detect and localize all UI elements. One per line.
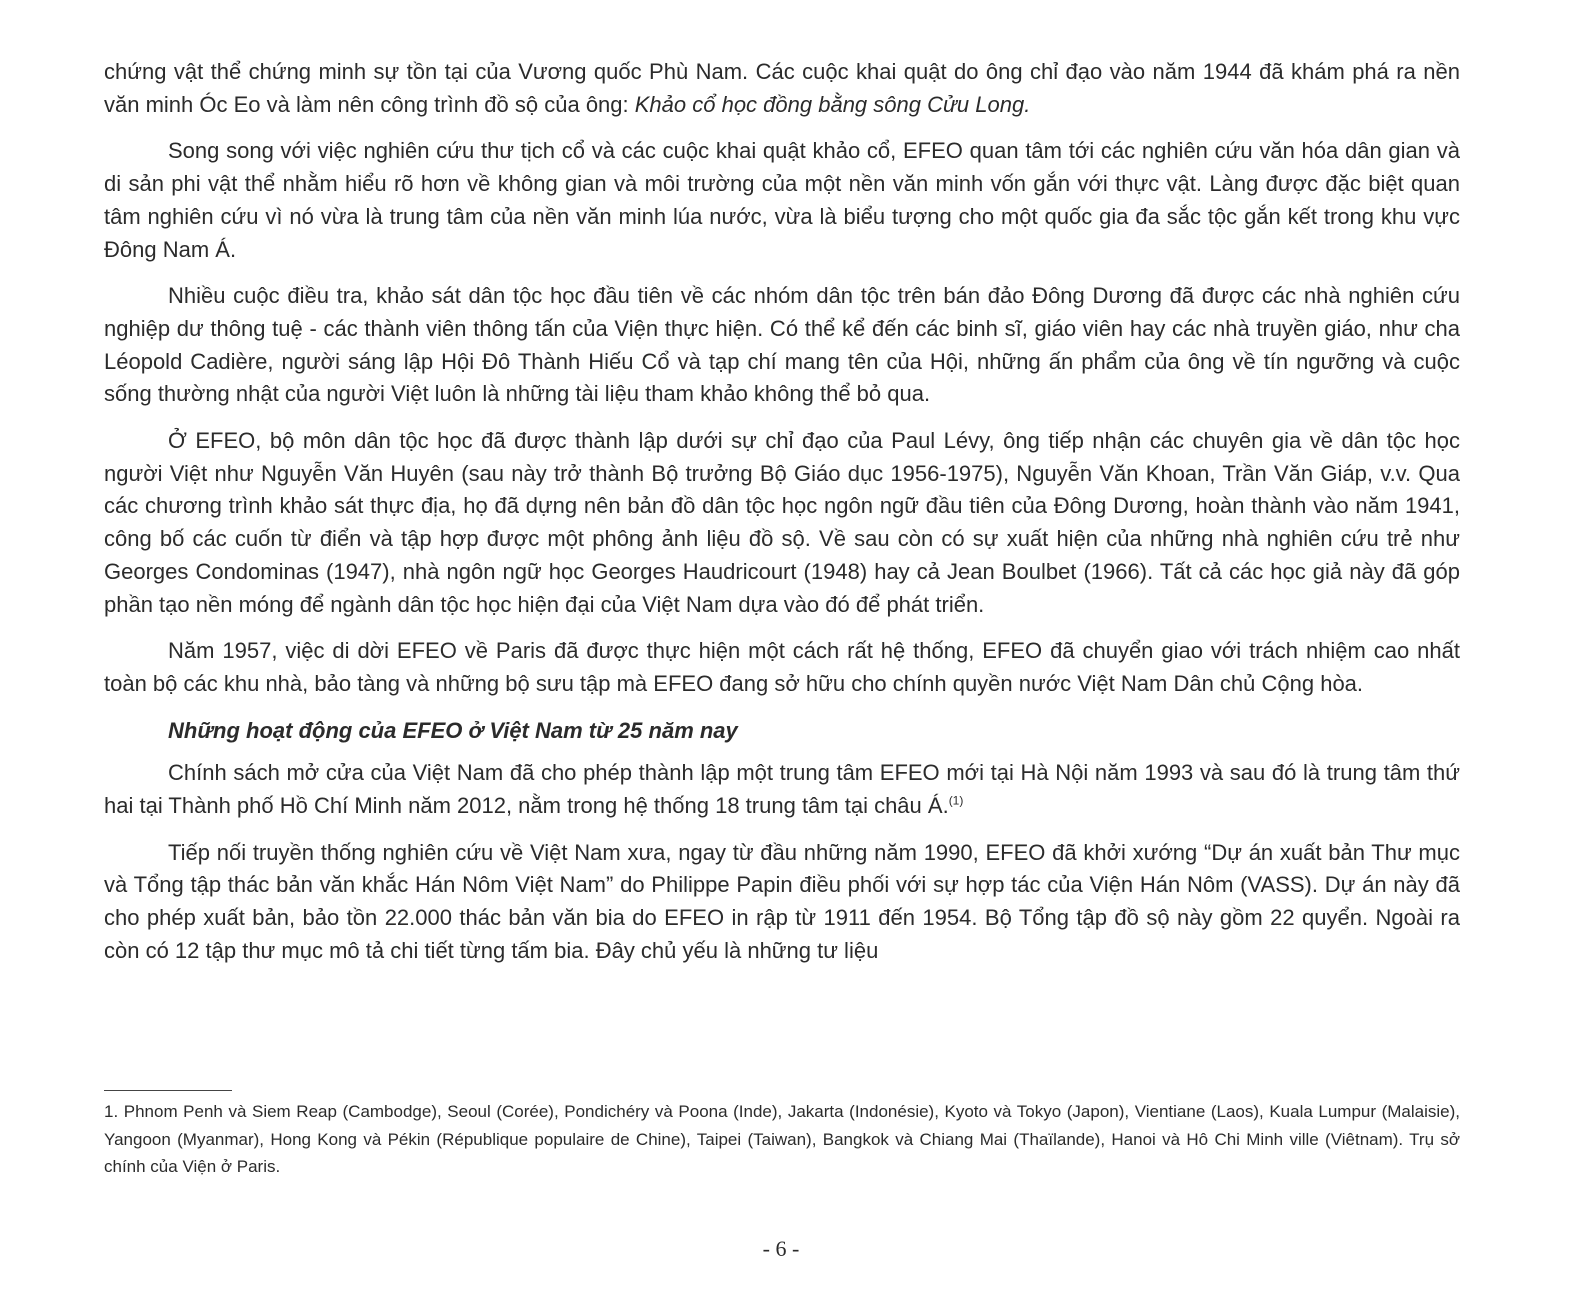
page-number: - 6 -	[762, 1236, 800, 1261]
footnote-reference[interactable]: (1)	[948, 793, 964, 808]
page-body	[104, 56, 1460, 982]
paragraph	[104, 56, 1460, 121]
section-heading: Những hoạt động của EFEO ở Việt Nam từ 25 năm nay	[168, 717, 738, 743]
paragraph-text: Chính sách mở cửa của Việt Nam đã cho phép thành lập một trung tâm EFEO mới tại Hà Nội năm 1993 và sau đó là trung tâm thứ hai tại Thành phố Hồ Chí Minh năm 2012, nằm trong hệ thống 18 trung tâm tại châu Á.	[104, 760, 1460, 819]
book-title: Khảo cổ học đồng bằng sông Cửu Long.	[634, 91, 1031, 117]
footnote: 1. Phnom Penh và Siem Reap (Cambodge), Seoul (Corée), Pondichéry và Poona (Inde), Jakarta (Indonésie), Kyoto và Tokyo (Japon), Vientiane (Laos), Kuala Lumpur (Malaisie), Yangoon (Myanmar), Hong Kong và Pékin (République populaire de Chine), Taipei (Taiwan), Bangkok và Chiang Mai (Thaïlande), Hanoi và Hô Chi Minh ville (Viêtnam). Trụ sở chính của Viện ở Paris.	[104, 1102, 1460, 1177]
paragraph: Năm 1957, việc di dời EFEO về Paris đã được thực hiện một cách rất hệ thống, EFEO đã chuyển giao với trách nhiệm cao nhất toàn bộ các khu nhà, bảo tàng và những bộ sưu tập mà EFEO đang sở hữu cho chính quyền nước Việt Nam Dân chủ Cộng hòa.	[104, 638, 1460, 696]
paragraph: Ở EFEO, bộ môn dân tộc học đã được thành lập dưới sự chỉ đạo của Paul Lévy, ông tiếp nhận các chuyên gia về dân tộc học người Việt như Nguyễn Văn Huyên (sau này trở thành Bộ trưởng Bộ Giáo dục 1956-1975), Nguyễn Văn Khoan, Trần Văn Giáp, v.v. Qua các chương trình khảo sát thực địa, họ đã dựng nên bản đồ dân tộc học ngôn ngữ đầu tiên của Đông Dương, hoàn thành vào năm 1941, công bố các cuốn từ điển và tập hợp được một phông ảnh liệu đồ sộ. Về sau còn có sự xuất hiện của những nhà nghiên cứu trẻ như Georges Condominas (1947), nhà ngôn ngữ học Georges Haudricourt (1948) hay cả Jean Boulbet (1966). Tất cả các học giả này đã góp phần tạo nền móng để ngành dân tộc học hiện đại của Việt Nam dựa vào đó để phát triển.	[104, 428, 1460, 617]
paragraph: Tiếp nối truyền thống nghiên cứu về Việt Nam xưa, ngay từ đầu những năm 1990, EFEO đã khởi xướng “Dự án xuất bản Thư mục và Tổng tập thác bản văn khắc Hán Nôm Việt Nam” do Philippe Papin điều phối với sự hợp tác của Viện Hán Nôm (VASS). Dự án này đã cho phép xuất bản, bảo tồn 22.000 thác bản văn bia do EFEO in rập từ 1911 đến 1954. Bộ Tổng tập đồ sộ này gồm 22 quyển. Ngoài ra còn có 12 tập thư mục mô tả chi tiết từng tấm bia. Đây chủ yếu là những tư liệu	[104, 839, 1460, 963]
paragraph: Song song với việc nghiên cứu thư tịch cổ và các cuộc khai quật khảo cổ, EFEO quan tâm tới các nghiên cứu văn hóa dân gian và di sản phi vật thể nhằm hiểu rõ hơn về không gian và môi trường của một nền văn minh vốn gắn với thực vật. Làng được đặc biệt quan tâm nghiên cứu vì nó vừa là trung tâm của nền văn minh lúa nước, vừa là biểu tượng cho một quốc gia đa sắc tộc gắn kết trong khu vực Đông Nam Á.	[104, 138, 1460, 262]
footnote-divider	[104, 1090, 232, 1091]
paragraph-text: chứng vật thể chứng minh sự tồn tại của Vương quốc Phù Nam. Các cuộc khai quật do ông chỉ đạo vào năm 1944 đã khám phá ra nền văn minh Óc Eo và làm nên công trình đồ sộ của ông:	[104, 59, 1460, 117]
paragraph: Nhiều cuộc điều tra, khảo sát dân tộc học đầu tiên về các nhóm dân tộc trên bán đảo Đông Dương đã được các nhà nghiên cứu nghiệp dư thông tuệ - các thành viên thông tấn của Viện thực hiện. Có thể kể đến các binh sĩ, giáo viên hay các nhà truyền giáo, như cha Léopold Cadière, người sáng lập Hội Đô Thành Hiếu Cổ và tạp chí mang tên của Hội, những ấn phẩm của ông về tín ngưỡng và cuộc sống thường nhật của người Việt luôn là những tài liệu tham khảo không thể bỏ qua.	[104, 283, 1460, 407]
paragraph	[104, 757, 1460, 822]
